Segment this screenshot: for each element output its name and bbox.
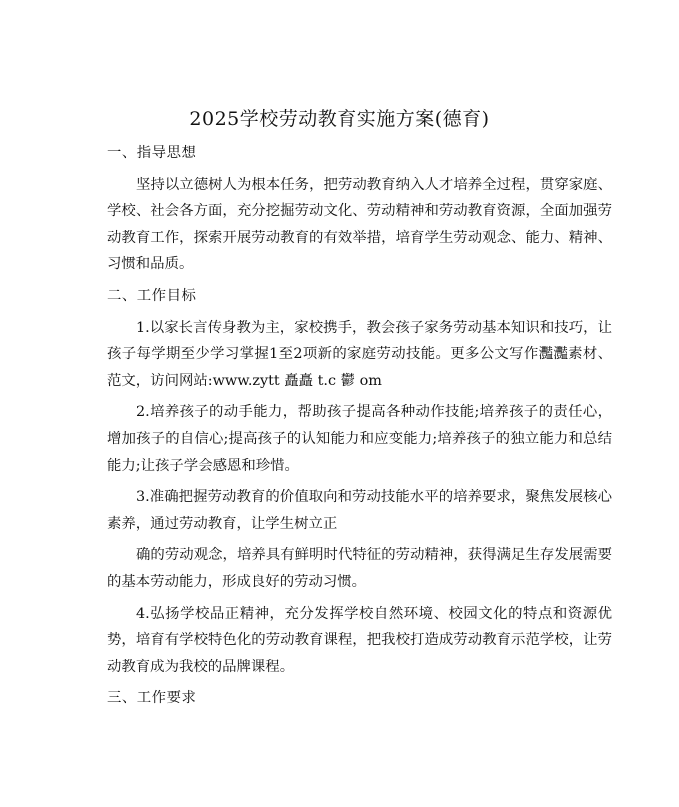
section-heading-guiding-ideology: 一、指导思想 <box>107 145 197 161</box>
document-body <box>107 140 612 717</box>
document-title: 2025学校劳动教育实施方案(德育) <box>189 108 490 130</box>
paragraph-goal-1: 1.以家长言传身教为主，家校携手，教会孩子家务劳动基本知识和技巧，让孩子每学期至少学习掌握1至2项新的家庭劳动技能。更多公文写作灩灩素材、范文，访问网站:www.zytt 矗矗 t.c 鬱 om <box>107 319 612 389</box>
paragraph-goal-4: 4.弘扬学校品正精神，充分发挥学校自然环境、校园文化的特点和资源优势，培育有学校特色化的劳动教育课程，把我校打造成劳动教育示范学校，让劳动教育成为我校的品牌课程。 <box>107 605 612 675</box>
section-heading-work-goals: 二、工作目标 <box>107 287 197 304</box>
paragraph-goal-2: 2.培养孩子的动手能力，帮助孩子提高各种动作技能;培养孩子的责任心，增加孩子的自信心;提高孩子的认知能力和应变能力;培养孩子的独立能力和总结能力;让孩子学会感恩和珍惜。 <box>107 404 612 474</box>
paragraph-guiding-ideology: 坚持以立德树人为根本任务，把劳动教育纳入人才培养全过程，贯穿家庭、学校、社会各方面，充分挖掘劳动文化、劳动精神和劳动教育资源，全面加强劳动教育工作，探索开展劳动教育的有效举措，培育学生劳动观念、能力、精神、习惯和品质。 <box>107 176 612 273</box>
paragraph-goal-3-part-1: 3.准确把握劳动教育的价值取向和劳动技能水平的培养要求，聚焦发展核心素养，通过劳动教育，让学生树立正 <box>107 489 612 532</box>
paragraph-goal-3-part-2: 确的劳动观念，培养具有鲜明时代特征的劳动精神，获得满足生存发展需要的基本劳动能力，形成良好的劳动习惯。 <box>107 547 612 590</box>
section-heading-work-requirements: 三、工作要求 <box>107 690 197 707</box>
